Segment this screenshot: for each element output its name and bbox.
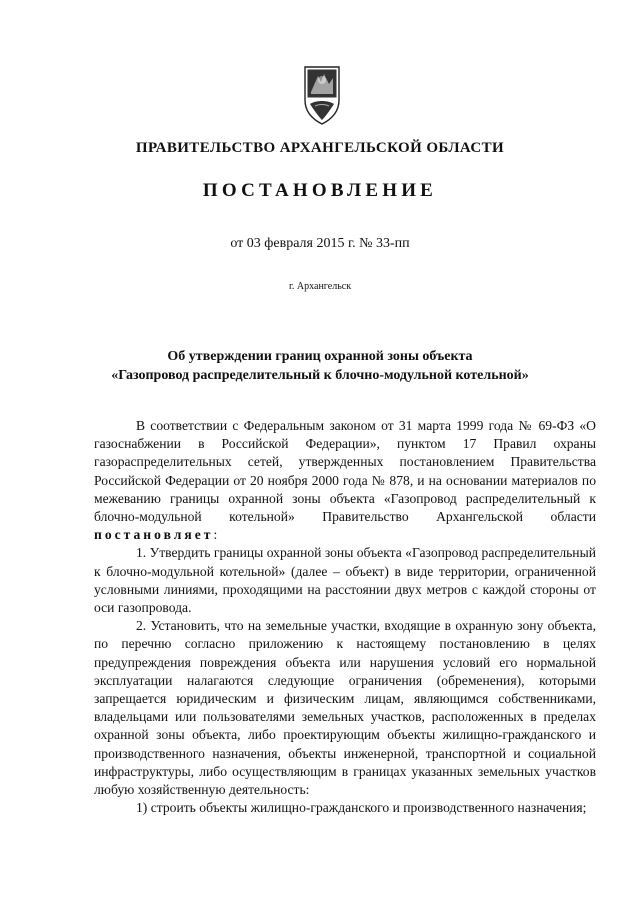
coat-of-arms-icon [302, 64, 342, 126]
document-city: г. Архангельск [288, 281, 352, 292]
item-2-paragraph: 2. Установить, что на земельные участки, входящие в охранную зону объекта, по перечню согласно приложению к настоящему постановлению в целях предупреждения повреждения объекта или нарушения условий его нормальной эксплуатации налагаются следующие ограничения (обременения), которыми запрещается юридическим и физическим лицам, являющимся собственниками, владельцами или пользователями земельных участков, расположенных в пределах охранной зоны объекта, либо проектирующим объекты жилищно-гражданского и производственного назначения, объекты инженерной, транспортной и социальной инфраструктуры, либо осуществляющим в границах указанных земельных участков любую хозяйственную деятельность: [94, 618, 596, 798]
document-body [94, 417, 596, 817]
preamble-paragraph [94, 417, 596, 544]
subject-line-2: «Газопровод распределительный к блочно-модульной котельной» [111, 368, 529, 383]
item-2-1-paragraph: 1) строить объекты жилищно-гражданского и производственного назначения; [136, 800, 587, 816]
document-type: ПОСТАНОВЛЕНИЕ [202, 180, 438, 201]
resolves-colon: : [213, 527, 218, 543]
document-date-number: от 03 февраля 2015 г. № 33-пп [230, 236, 410, 251]
resolves-word: постановляет [94, 527, 214, 543]
item-1-paragraph: 1. Утвердить границы охранной зоны объекта «Газопровод распределительный к блочно-модульной котельной» (далее – объект) в виде территории, ограниченной условными линиями, проходящими на расстоянии двух метров с каждой стороны от оси газопровода. [94, 545, 596, 616]
subject-line-1: Об утверждении границ охранной зоны объекта [167, 349, 473, 364]
government-name: ПРАВИТЕЛЬСТВО АРХАНГЕЛЬСКОЙ ОБЛАСТИ [135, 140, 505, 156]
preamble-text: В соответствии с Федеральным законом от 31 марта 1999 года № 69-ФЗ «О газоснабжении в Российской Федерации», пунктом 17 Правил охраны газораспределительных сетей, утвержденных постановлением Правительства Российской Федерации от 20 ноября 2000 года № 878, и на основании материалов по межеванию границы охранной зоны объекта «Газопровод распределительный к блочно-модульной котельной» Правительство Архангельской области [94, 418, 596, 525]
document-subject [0, 347, 640, 385]
